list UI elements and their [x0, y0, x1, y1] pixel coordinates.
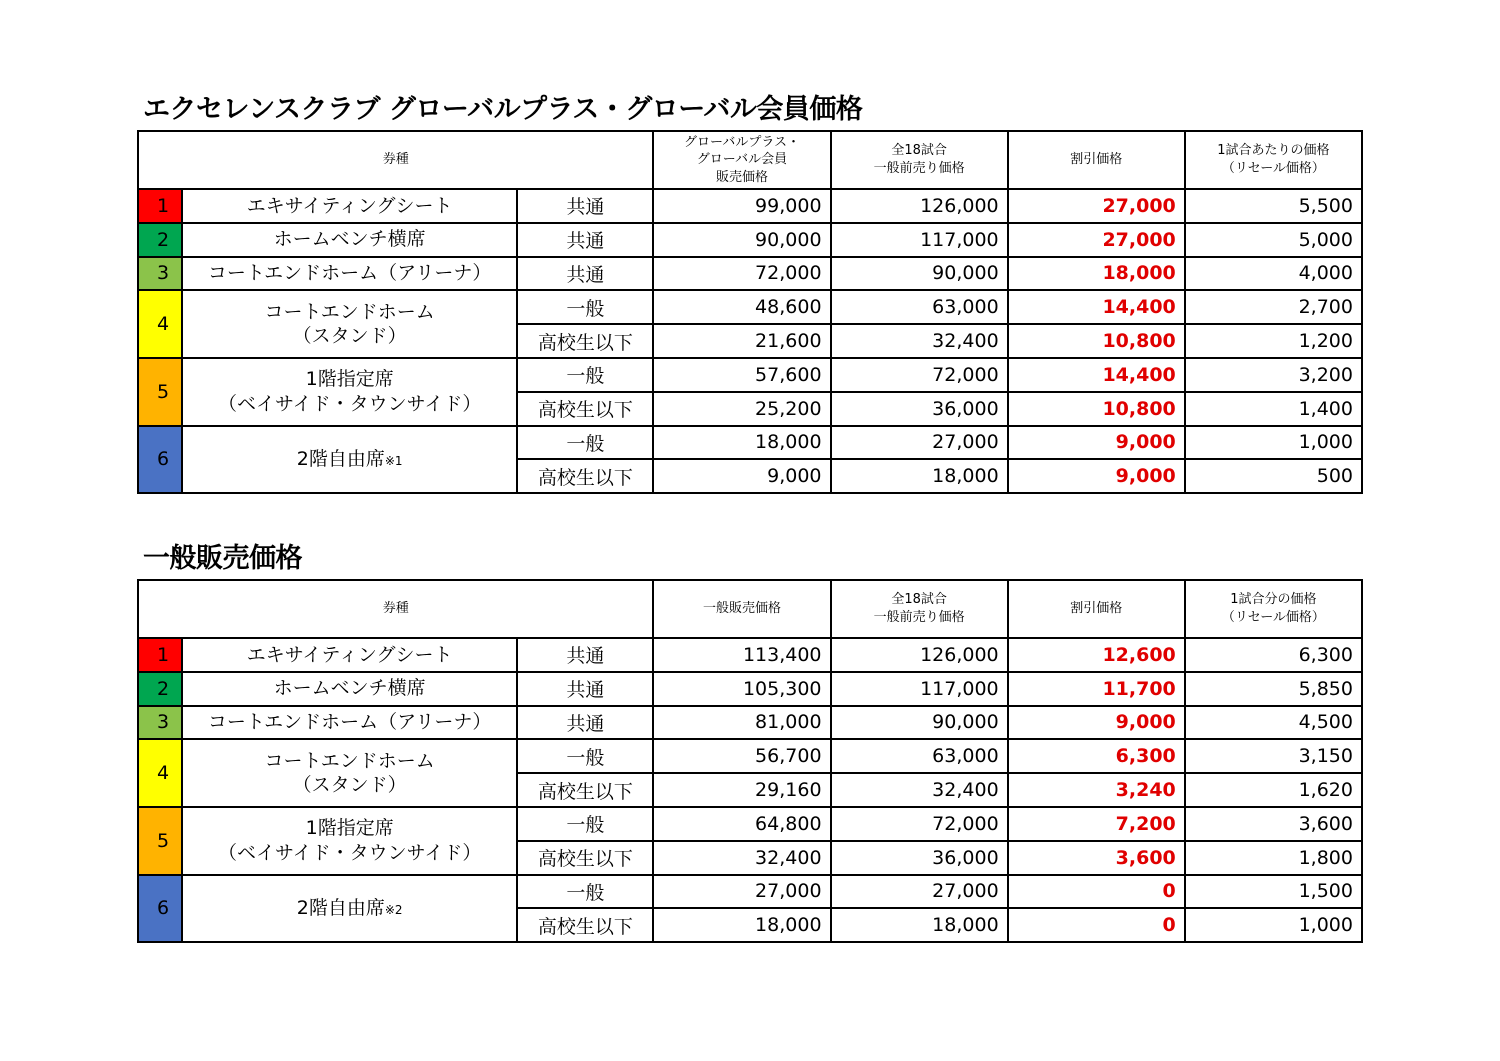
seat-number-badge: 2: [138, 223, 182, 257]
header-discount-line: 割引価格: [1070, 601, 1123, 617]
sale-price: 81,000: [653, 706, 830, 740]
advance-price: 18,000: [831, 908, 1008, 942]
seat-name-line: コートエンドホーム（アリーナ）: [207, 262, 492, 285]
advance-price: 32,400: [831, 324, 1008, 358]
sale-price: 25,200: [653, 392, 830, 426]
advance-price: 90,000: [831, 706, 1008, 740]
discount-price: 6,300: [1008, 739, 1185, 773]
seat-name-line: 1階指定席: [305, 368, 394, 391]
header-advance-price-line: 全18試合: [891, 592, 947, 608]
header-per-game: [1185, 131, 1362, 189]
table-row: [138, 706, 1362, 740]
discount-price: 0: [1008, 908, 1185, 942]
ticket-category: 共通: [517, 706, 653, 740]
header-per-game-line: （リセール価格）: [1221, 161, 1325, 176]
header-per-game: [1185, 580, 1362, 638]
sale-price: 113,400: [653, 638, 830, 672]
discount-price: 10,800: [1008, 392, 1185, 426]
seat-name-line: コートエンドホーム: [264, 300, 435, 323]
per-game-price: 5,500: [1185, 189, 1362, 223]
sale-price: 56,700: [653, 739, 830, 773]
table-row: [138, 875, 1362, 909]
header-sale-price: [653, 580, 830, 638]
seat-number-badge: 4: [138, 290, 182, 358]
seat-name-line: エキサイティングシート: [246, 194, 453, 217]
ticket-category: 一般: [517, 290, 653, 324]
per-game-price: 4,000: [1185, 257, 1362, 291]
footnote-mark: ※2: [384, 903, 403, 918]
sale-price: 32,400: [653, 841, 830, 875]
advance-price: 72,000: [831, 358, 1008, 392]
ticket-category: 共通: [517, 638, 653, 672]
table-row: [138, 739, 1362, 773]
header-advance-price-line: 一般前売り価格: [873, 610, 965, 625]
per-game-price: 3,200: [1185, 358, 1362, 392]
header-advance-price: [831, 580, 1008, 638]
seat-name-line: （スタンド）: [292, 774, 407, 797]
section-title: エクセレンスクラブ グローバルプラス・グローバル会員価格: [143, 94, 863, 125]
header-advance-price-line: 一般前売り価格: [873, 161, 965, 176]
header-per-game-line: 1試合あたりの価格: [1217, 143, 1330, 159]
table-row: [138, 290, 1362, 324]
seat-name: [182, 426, 517, 494]
seat-name-line: （ベイサイド・タウンサイド）: [217, 392, 482, 415]
ticket-category: 一般: [517, 358, 653, 392]
header-advance-price-line: 全18試合: [891, 143, 947, 159]
sale-price: 90,000: [653, 223, 830, 257]
sale-price: 64,800: [653, 807, 830, 841]
seat-name: [182, 223, 517, 257]
ticket-category: 一般: [517, 739, 653, 773]
per-game-price: 3,150: [1185, 739, 1362, 773]
ticket-category: 一般: [517, 807, 653, 841]
header-discount: [1008, 131, 1185, 189]
advance-price: 126,000: [831, 638, 1008, 672]
header-row: [138, 580, 1362, 638]
header-row: [138, 131, 1362, 189]
seat-name-line: （スタンド）: [292, 325, 407, 348]
ticket-category: 高校生以下: [517, 459, 653, 493]
discount-price: 12,600: [1008, 638, 1185, 672]
header-per-game-line: 1試合分の価格: [1230, 592, 1317, 608]
advance-price: 117,000: [831, 672, 1008, 706]
advance-price: 27,000: [831, 875, 1008, 909]
sale-price: 21,600: [653, 324, 830, 358]
ticket-category: 高校生以下: [517, 324, 653, 358]
per-game-price: 5,850: [1185, 672, 1362, 706]
seat-name-line: （ベイサイド・タウンサイド）: [217, 841, 482, 864]
seat-name-line: 2階自由席: [296, 448, 385, 471]
advance-price: 18,000: [831, 459, 1008, 493]
seat-name: [182, 358, 517, 426]
discount-price: 27,000: [1008, 223, 1185, 257]
seat-number-badge: 1: [138, 189, 182, 223]
seat-name-line: ホームベンチ横席: [273, 228, 426, 251]
header-sale-price-line: 一般販売価格: [702, 601, 781, 617]
per-game-price: 1,800: [1185, 841, 1362, 875]
advance-price: 63,000: [831, 290, 1008, 324]
header-sale-price: [653, 131, 830, 189]
seat-name-line-wrap: [183, 896, 516, 921]
sale-price: 18,000: [653, 426, 830, 460]
sale-price: 48,600: [653, 290, 830, 324]
seat-name: [182, 189, 517, 223]
discount-price: 7,200: [1008, 807, 1185, 841]
per-game-price: 1,000: [1185, 908, 1362, 942]
advance-price: 90,000: [831, 257, 1008, 291]
seat-name: [182, 706, 517, 740]
sale-price: 27,000: [653, 875, 830, 909]
discount-price: 0: [1008, 875, 1185, 909]
table-row: [138, 189, 1362, 223]
header-sale-price-line: 販売価格: [715, 169, 768, 185]
ticket-category: 高校生以下: [517, 392, 653, 426]
sale-price: 72,000: [653, 257, 830, 291]
ticket-category: 高校生以下: [517, 841, 653, 875]
discount-price: 27,000: [1008, 189, 1185, 223]
sale-price: 29,160: [653, 773, 830, 807]
discount-price: 18,000: [1008, 257, 1185, 291]
per-game-price: 1,620: [1185, 773, 1362, 807]
footnote-mark: ※1: [384, 454, 403, 469]
per-game-price: 6,300: [1185, 638, 1362, 672]
seat-name-line: エキサイティングシート: [246, 643, 453, 666]
seat-number-badge: 2: [138, 672, 182, 706]
header-discount: [1008, 580, 1185, 638]
seat-name: [182, 638, 517, 672]
advance-price: 63,000: [831, 739, 1008, 773]
seat-number-badge: 3: [138, 257, 182, 291]
seat-name-line: 1階指定席: [305, 817, 394, 840]
section-title: 一般販売価格: [143, 543, 302, 574]
discount-price: 9,000: [1008, 706, 1185, 740]
sale-price: 105,300: [653, 672, 830, 706]
sale-price: 9,000: [653, 459, 830, 493]
header-sale-price-line: グローバル会員: [696, 152, 788, 168]
seat-number-badge: 4: [138, 739, 182, 807]
table-row: [138, 807, 1362, 841]
seat-name-line-wrap: [183, 447, 516, 472]
discount-price: 9,000: [1008, 426, 1185, 460]
ticket-category: 高校生以下: [517, 773, 653, 807]
discount-price: 14,400: [1008, 290, 1185, 324]
per-game-price: 1,400: [1185, 392, 1362, 426]
discount-price: 10,800: [1008, 324, 1185, 358]
table-row: [138, 223, 1362, 257]
seat-number-badge: 5: [138, 807, 182, 875]
advance-price: 36,000: [831, 841, 1008, 875]
ticket-category: 共通: [517, 257, 653, 291]
table-row: [138, 257, 1362, 291]
ticket-category: 一般: [517, 426, 653, 460]
per-game-price: 4,500: [1185, 706, 1362, 740]
sale-price: 99,000: [653, 189, 830, 223]
header-per-game-line: （リセール価格）: [1221, 610, 1325, 625]
seat-number-badge: 5: [138, 358, 182, 426]
seat-name-line: コートエンドホーム（アリーナ）: [207, 711, 492, 734]
seat-name: [182, 290, 517, 358]
per-game-price: 1,000: [1185, 426, 1362, 460]
header-sale-price-line: グローバルプラス・: [683, 134, 800, 150]
seat-number-badge: 6: [138, 875, 182, 943]
seat-name: [182, 807, 517, 875]
ticket-category: 共通: [517, 672, 653, 706]
header-ticket-type: 券種: [138, 131, 653, 189]
per-game-price: 1,200: [1185, 324, 1362, 358]
seat-name: [182, 672, 517, 706]
table-row: [138, 426, 1362, 460]
seat-number-badge: 6: [138, 426, 182, 494]
table-row: [138, 672, 1362, 706]
seat-name-line: ホームベンチ横席: [273, 677, 426, 700]
discount-price: 9,000: [1008, 459, 1185, 493]
seat-name-line: コートエンドホーム: [264, 749, 435, 772]
table-row: [138, 638, 1362, 672]
seat-number-badge: 1: [138, 638, 182, 672]
discount-price: 3,240: [1008, 773, 1185, 807]
header-advance-price: [831, 131, 1008, 189]
sale-price: 57,600: [653, 358, 830, 392]
per-game-price: 500: [1185, 459, 1362, 493]
discount-price: 11,700: [1008, 672, 1185, 706]
seat-name: [182, 875, 517, 943]
ticket-category: 高校生以下: [517, 908, 653, 942]
price-table: [137, 130, 1363, 494]
advance-price: 72,000: [831, 807, 1008, 841]
header-ticket-type: 券種: [138, 580, 653, 638]
per-game-price: 3,600: [1185, 807, 1362, 841]
seat-name: [182, 257, 517, 291]
sale-price: 18,000: [653, 908, 830, 942]
advance-price: 126,000: [831, 189, 1008, 223]
ticket-category: 一般: [517, 875, 653, 909]
ticket-category: 共通: [517, 223, 653, 257]
per-game-price: 1,500: [1185, 875, 1362, 909]
ticket-category: 共通: [517, 189, 653, 223]
advance-price: 36,000: [831, 392, 1008, 426]
discount-price: 14,400: [1008, 358, 1185, 392]
seat-number-badge: 3: [138, 706, 182, 740]
advance-price: 32,400: [831, 773, 1008, 807]
advance-price: 27,000: [831, 426, 1008, 460]
price-table: [137, 579, 1363, 943]
seat-name: [182, 739, 517, 807]
per-game-price: 2,700: [1185, 290, 1362, 324]
table-row: [138, 358, 1362, 392]
advance-price: 117,000: [831, 223, 1008, 257]
seat-name-line: 2階自由席: [296, 897, 385, 920]
discount-price: 3,600: [1008, 841, 1185, 875]
header-discount-line: 割引価格: [1070, 152, 1123, 168]
per-game-price: 5,000: [1185, 223, 1362, 257]
